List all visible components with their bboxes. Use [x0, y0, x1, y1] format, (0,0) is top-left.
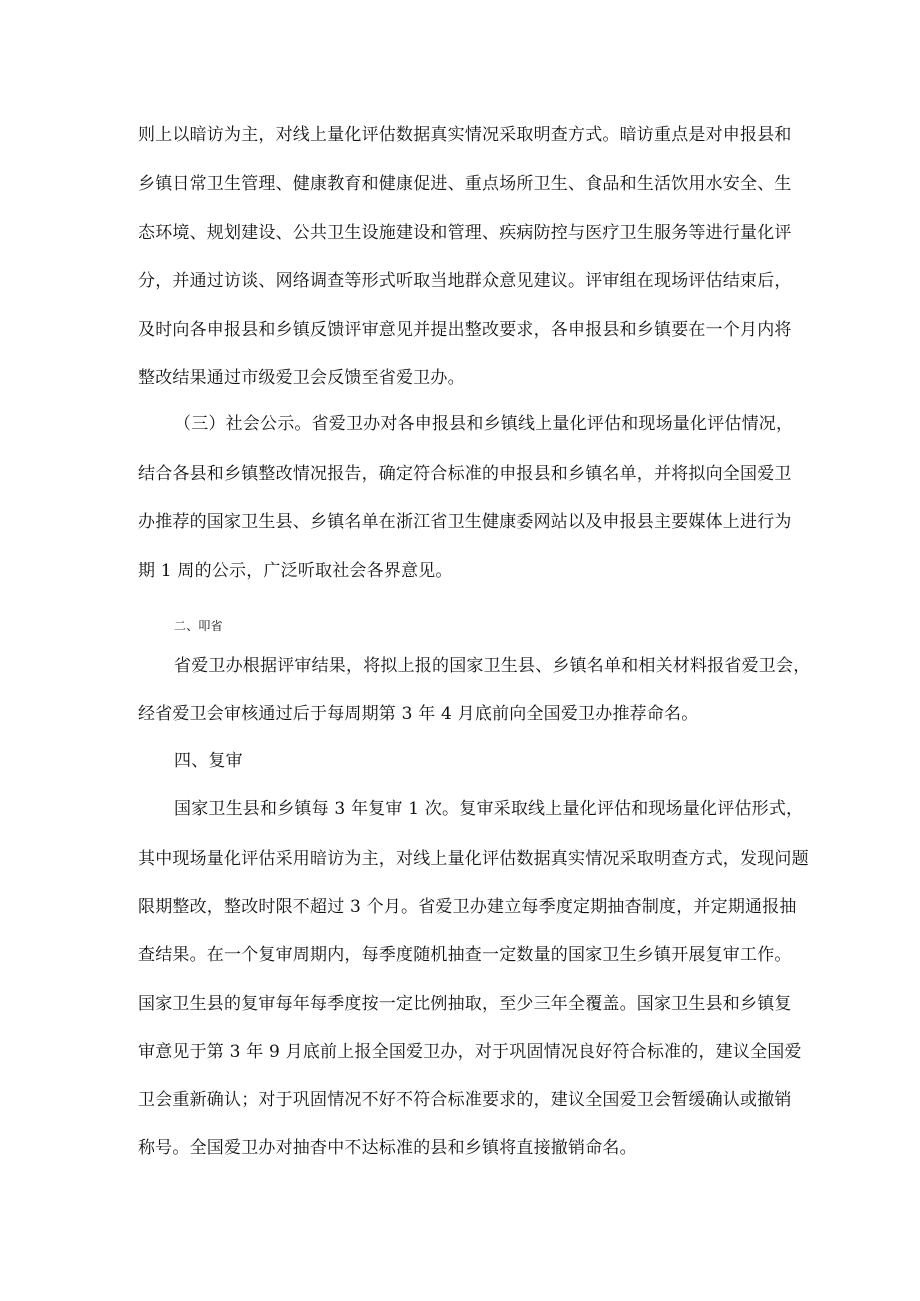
body-line: 结合各县和乡镇整改情况报告，确定符合标准的申报县和乡镇名单，并将拟向全国爱卫 — [138, 464, 792, 484]
body-line: 办推荐的国家卫生县、乡镇名单在浙江省卫生健康委网站以及申报县主要媒体上进行为 — [138, 512, 792, 532]
body-line: 查结果。在一个复审周期内，每季度随机抽查一定数量的国家卫生乡镇开展复审工作。 — [138, 945, 792, 965]
body-line: 限期整改，整改时限不超过 3 个月。省爱卫办建立每季度定期抽杳制度，并定期通报抽 — [138, 897, 797, 917]
body-line: 国家卫生县和乡镇每 3 年复审 1 次。复审采取线上量化评估和现场量化评估形式， — [174, 799, 804, 819]
body-line: 审意见于第 3 年 9 月底前上报全国爱卫办，对于巩固情况良好符合标准的，建议全国爱 — [138, 1042, 802, 1062]
body-line: 卫会重新确认；对于巩固情况不好不符合标准要求的，建议全国爱卫会暂缓确认或撤销 — [138, 1090, 792, 1110]
body-line: 乡镇日常卫生管理、健康教育和健康促进、重点场所卫生、食品和生活饮用水安全、生 — [138, 174, 792, 194]
body-line: 态环境、规划建设、公共卫生设施建设和管理、疾病防控与医疗卫生服务等进行量化评 — [138, 223, 792, 243]
body-line: 省爱卫办根据评审结果，将拟上报的国家卫生县、乡镇名单和相关材料报省爱卫会， — [174, 656, 811, 676]
section-heading-review: 四、复审 — [174, 751, 243, 771]
body-line: 国家卫生县的复审每年每季度按一定比例抽取，至少三年全覆盖。国家卫生县和乡镇复 — [138, 994, 792, 1014]
body-line: 则上以暗访为主，对线上量化评估数据真实情况采取明查方式。暗访重点是对申报县和 — [138, 125, 792, 145]
body-line: 其中现场量化评估采用暗访为主，对线上量化评估数据真实情况采取明查方式，发现问题 — [138, 849, 809, 869]
body-line: 经省爱卫会审核通过后于每周期第 3 年 4 月底前向全国爱卫办推荐命名。 — [138, 704, 699, 724]
section-3-heading-line: （三）社会公示。省爱卫办对各申报县和乡镇线上量化评估和现场量化评估情况， — [174, 414, 794, 434]
body-line: 称号。全国爱卫办对抽杳中不达标准的县和乡镇将直接撤销命名。 — [138, 1138, 637, 1158]
body-line: 期 1 周的公示，广泛听取社会各界意见。 — [138, 561, 453, 581]
body-line: 分，并通过访谈、网络调查等形式听取当地群众意见建议。评审组在现场评估结束后， — [138, 271, 792, 291]
section-heading-small: 二、叩省 — [174, 619, 223, 633]
body-line: 及时向各申报县和乡镇反馈评审意见并提出整改要求，各申报县和乡镇要在一个月内将 — [138, 320, 792, 340]
body-line: 整改结果通过市级爱卫会反馈至省爱卫办。 — [138, 368, 465, 388]
